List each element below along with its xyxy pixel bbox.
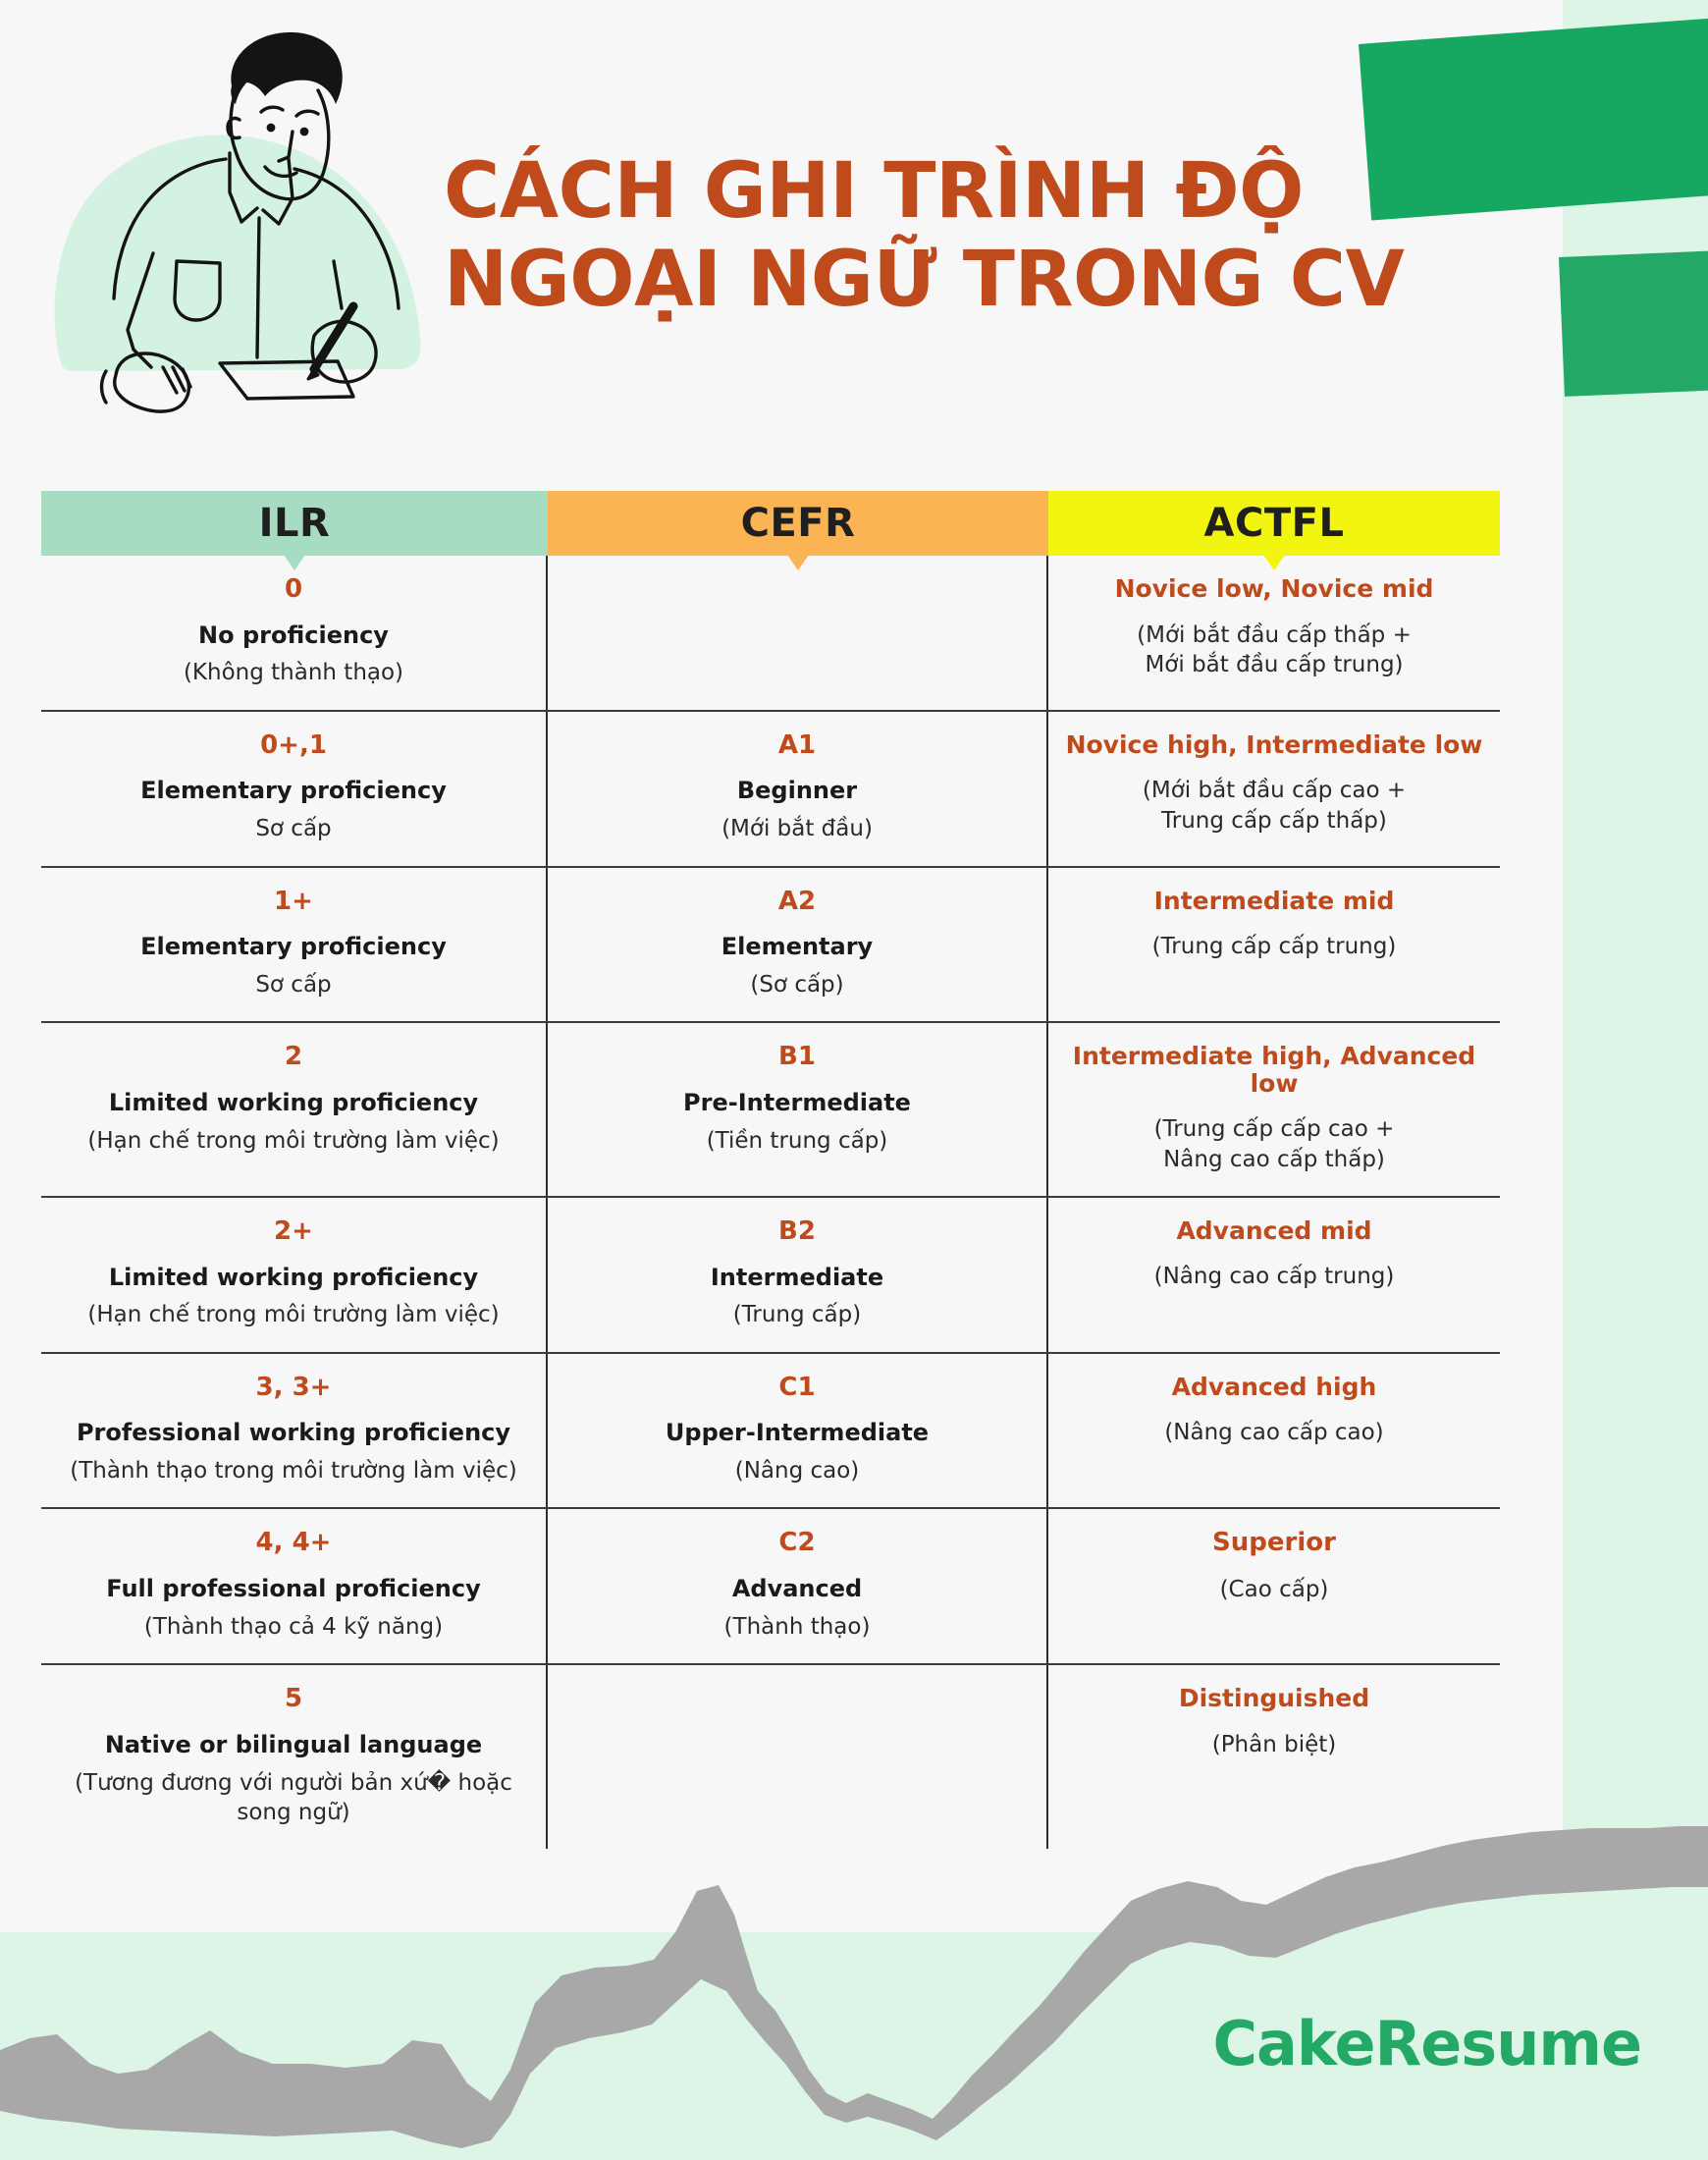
table-cell-ilr xyxy=(41,1509,548,1663)
table-cell-actfl xyxy=(1048,556,1500,710)
table-cell-ilr xyxy=(41,1665,548,1849)
cell-translation-label: (Tiền trung cấp) xyxy=(706,1127,888,1154)
cell-level-label: Intermediate mid xyxy=(1153,886,1395,915)
cell-translation-label: Sơ cấp xyxy=(255,816,332,842)
cell-level-label: 2 xyxy=(284,1042,303,1072)
table-cell-cefr xyxy=(548,1665,1048,1849)
table-row xyxy=(41,712,1500,868)
cell-name-label: Elementary xyxy=(721,933,874,961)
person-writing-illustration-icon xyxy=(47,26,444,448)
cell-level-label: Intermediate high, Advanced low xyxy=(1072,1042,1476,1098)
proficiency-comparison-table xyxy=(41,491,1500,1849)
column-header-cefr xyxy=(548,491,1048,556)
cell-name-label: Advanced xyxy=(731,1575,863,1603)
green-slab-second xyxy=(1559,249,1708,397)
table-cell-ilr xyxy=(41,868,548,1022)
cell-level-label: 3, 3+ xyxy=(255,1372,332,1402)
table-cell-cefr xyxy=(548,1023,1048,1196)
table-cell-actfl xyxy=(1048,1023,1500,1196)
cell-level-label: A2 xyxy=(777,886,817,916)
cell-translation-label: (Thành thạo trong môi trường làm việc) xyxy=(70,1458,517,1485)
cell-name-label: Limited working proficiency xyxy=(108,1088,479,1116)
cell-translation-label: Sơ cấp xyxy=(255,971,332,998)
cell-translation-label: (Trung cấp cấp cao + Nâng cao cấp thấp) xyxy=(1153,1116,1395,1172)
column-header-actfl xyxy=(1048,491,1500,556)
cell-level-label: B1 xyxy=(778,1042,816,1072)
page-title-line-2: NGOẠI NGỮ TRONG CV xyxy=(444,236,1405,325)
cell-level-label: C2 xyxy=(778,1528,816,1558)
table-cell-actfl xyxy=(1048,868,1500,1022)
table-cell-ilr xyxy=(41,1354,548,1508)
column-header-actfl-label: ACTFL xyxy=(1203,501,1345,546)
cell-translation-label: (Mới bắt đầu cấp cao + Trung cấp cấp thấp) xyxy=(1142,778,1407,834)
cell-translation-label: (Phân biệt) xyxy=(1211,1731,1337,1757)
column-header-ilr-label: ILR xyxy=(258,501,331,546)
table-cell-cefr xyxy=(548,1354,1048,1508)
cell-level-label: Novice low, Novice mid xyxy=(1114,574,1434,603)
cell-name-label: Intermediate xyxy=(710,1263,884,1291)
cell-level-label: 1+ xyxy=(274,886,313,916)
cell-translation-label: (Nâng cao cấp cao) xyxy=(1164,1420,1384,1446)
cell-translation-label: (Sơ cấp) xyxy=(750,971,844,998)
column-header-ilr xyxy=(41,491,548,556)
cell-translation-label: (Thành thạo cả 4 kỹ năng) xyxy=(143,1613,444,1640)
column-header-cefr-label: CEFR xyxy=(740,501,856,546)
cell-name-label: Native or bilingual language xyxy=(104,1730,483,1758)
table-cell-actfl xyxy=(1048,1198,1500,1352)
table-cell-actfl xyxy=(1048,1665,1500,1849)
table-cell-actfl xyxy=(1048,1354,1500,1508)
table-row xyxy=(41,1509,1500,1665)
cell-level-label: Advanced high xyxy=(1171,1372,1377,1401)
cell-level-label: Distinguished xyxy=(1178,1684,1370,1713)
table-cell-ilr xyxy=(41,1198,548,1352)
table-cell-actfl xyxy=(1048,712,1500,866)
cell-translation-label: (Hạn chế trong môi trường làm việc) xyxy=(87,1127,500,1154)
cell-translation-label: (Nâng cao) xyxy=(734,1458,860,1485)
table-cell-cefr xyxy=(548,1198,1048,1352)
cell-name-label: Professional working proficiency xyxy=(76,1419,511,1447)
table-cell-cefr xyxy=(548,556,1048,710)
cell-level-label: 0+,1 xyxy=(260,729,327,760)
cell-level-label: Advanced mid xyxy=(1176,1215,1372,1245)
table-cell-ilr xyxy=(41,1023,548,1196)
cell-level-label: 4, 4+ xyxy=(255,1528,332,1558)
table-row xyxy=(41,1198,1500,1354)
cell-level-label: A1 xyxy=(777,729,817,760)
cell-translation-label: (Trung cấp) xyxy=(732,1302,862,1328)
cell-translation-label: (Nâng cao cấp trung) xyxy=(1153,1264,1395,1290)
mountain-wave-shape-icon xyxy=(0,1807,1708,2160)
page-title xyxy=(444,147,1445,325)
table-row xyxy=(41,1665,1500,1849)
table-cell-actfl xyxy=(1048,1509,1500,1663)
cell-level-label: 0 xyxy=(284,574,303,604)
cell-translation-label: (Trung cấp cấp trung) xyxy=(1151,934,1397,959)
cell-translation-label: (Mới bắt đầu cấp thấp + Mới bắt đầu cấp trung) xyxy=(1137,621,1412,677)
table-cell-ilr xyxy=(41,556,548,710)
cakeresume-logo: CakeResume xyxy=(1212,2008,1641,2079)
cell-name-label: Upper-Intermediate xyxy=(665,1419,930,1447)
table-cell-cefr xyxy=(548,868,1048,1022)
table-row xyxy=(41,868,1500,1024)
table-cell-cefr xyxy=(548,712,1048,866)
cell-level-label: 2+ xyxy=(274,1215,313,1246)
cell-translation-label: (Không thành thạo) xyxy=(183,660,404,686)
cell-translation-label: (Cao cấp) xyxy=(1219,1577,1329,1603)
cell-name-label: Limited working proficiency xyxy=(108,1263,479,1291)
cell-name-label: Beginner xyxy=(736,777,858,805)
cell-name-label: Elementary proficiency xyxy=(140,933,447,961)
table-cell-cefr xyxy=(548,1509,1048,1663)
table-header-row xyxy=(41,491,1500,556)
cell-level-label: 5 xyxy=(284,1684,303,1714)
table-row xyxy=(41,556,1500,712)
table-cell-ilr xyxy=(41,712,548,866)
cell-name-label: No proficiency xyxy=(198,621,389,649)
cell-level-label: C1 xyxy=(778,1372,816,1402)
cell-level-label: Superior xyxy=(1212,1528,1336,1558)
table-row xyxy=(41,1023,1500,1198)
cell-translation-label: (Hạn chế trong môi trường làm việc) xyxy=(87,1302,500,1328)
table-row xyxy=(41,1354,1500,1510)
table-body xyxy=(41,556,1500,1849)
cell-name-label: Full professional proficiency xyxy=(106,1575,481,1603)
cell-translation-label: (Mới bắt đầu) xyxy=(721,816,873,842)
page-title-line-1: CÁCH GHI TRÌNH ĐỘ xyxy=(444,147,1304,236)
cell-level-label: B2 xyxy=(778,1215,816,1246)
cell-translation-label: (Tương đương với người bản xứ� hoặc song ngữ) xyxy=(75,1769,512,1825)
cell-level-label: Novice high, Intermediate low xyxy=(1065,729,1483,759)
cell-translation-label: (Thành thạo) xyxy=(723,1613,871,1640)
cell-name-label: Elementary proficiency xyxy=(140,777,447,805)
cell-name-label: Pre-Intermediate xyxy=(683,1088,911,1116)
